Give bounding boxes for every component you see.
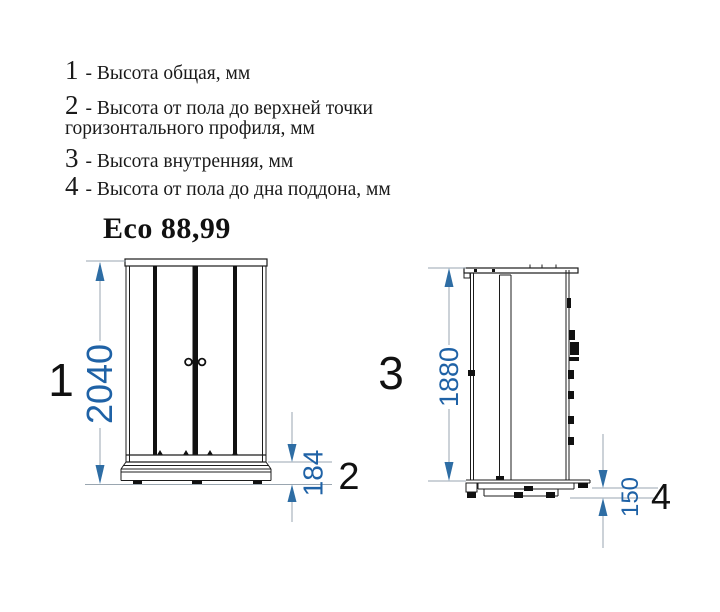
- front-left-profile: [153, 266, 157, 455]
- dim-value-tray: 150: [617, 476, 645, 518]
- model-title: Eco 88,99: [103, 212, 231, 245]
- dim-label-3: 3: [378, 347, 404, 399]
- dim-value-overall: 2040: [79, 343, 121, 425]
- legend-item-text: - Высота внутренняя, мм: [85, 151, 294, 172]
- front-view-drawing: [121, 259, 271, 485]
- legend-item-text: - Высота от пола до верхней точки: [85, 98, 373, 119]
- tray-foot: [133, 481, 142, 485]
- legend-item-number: 4: [65, 171, 79, 201]
- door-handle-left: [185, 359, 192, 366]
- dim-label-1: 1: [48, 354, 74, 406]
- glass-clamp: [468, 370, 475, 376]
- dim-arrow-up: [445, 268, 454, 287]
- legend-item-number: 3: [65, 143, 79, 173]
- dim-arrow-down: [599, 470, 608, 488]
- back-panel-fitting: [568, 437, 574, 445]
- door-roller: [183, 450, 189, 455]
- back-panel-fitting: [568, 391, 574, 399]
- door-roller: [157, 450, 163, 455]
- dim-label-2: 2: [338, 456, 360, 498]
- tray-drain: [524, 486, 533, 491]
- front-top-profile: [125, 259, 267, 266]
- legend-item-number: 2: [65, 90, 79, 120]
- front-center-profile: [193, 266, 199, 455]
- back-panel-fitting: [569, 357, 579, 361]
- tray-foot: [514, 492, 523, 498]
- tray-foot: [192, 481, 202, 485]
- back-panel-fitting: [568, 370, 574, 379]
- dim-arrow-down: [96, 465, 105, 484]
- dim-arrow-up: [288, 485, 297, 503]
- tray-ledge: [578, 483, 588, 488]
- dim-arrow-down: [288, 444, 297, 462]
- front-right-profile: [233, 266, 237, 455]
- door-handle-right: [199, 359, 206, 366]
- back-panel-fitting: [569, 330, 575, 340]
- dim-arrow-down: [445, 462, 454, 481]
- dim-value-inner: 1880: [434, 346, 465, 408]
- legend-item-text: - Высота от пола до дна поддона, мм: [85, 179, 391, 200]
- tray-foot: [546, 492, 555, 498]
- back-panel-fitting: [567, 298, 571, 308]
- dim-arrow-up: [599, 498, 608, 516]
- tray-foot: [467, 492, 476, 498]
- legend-item-text: - Высота общая, мм: [85, 63, 251, 84]
- legend-item-number: 1: [65, 55, 79, 85]
- dimension-tray-height: [570, 434, 671, 548]
- dim-arrow-up: [96, 262, 105, 281]
- side-view-drawing: [464, 265, 590, 499]
- dim-value-profile: 184: [297, 449, 329, 497]
- back-panel-fitting: [570, 342, 579, 355]
- dimension-profile-height: [268, 412, 360, 522]
- tray-foot: [253, 481, 262, 485]
- door-roller: [207, 450, 213, 455]
- dim-label-4: 4: [650, 476, 672, 517]
- dimension-inner-height: [378, 268, 466, 481]
- legend-item-text: горизонтального профиля, мм: [65, 118, 315, 139]
- side-top-profile: [464, 268, 578, 273]
- door-roller: [232, 450, 238, 455]
- back-panel-fitting: [568, 416, 574, 424]
